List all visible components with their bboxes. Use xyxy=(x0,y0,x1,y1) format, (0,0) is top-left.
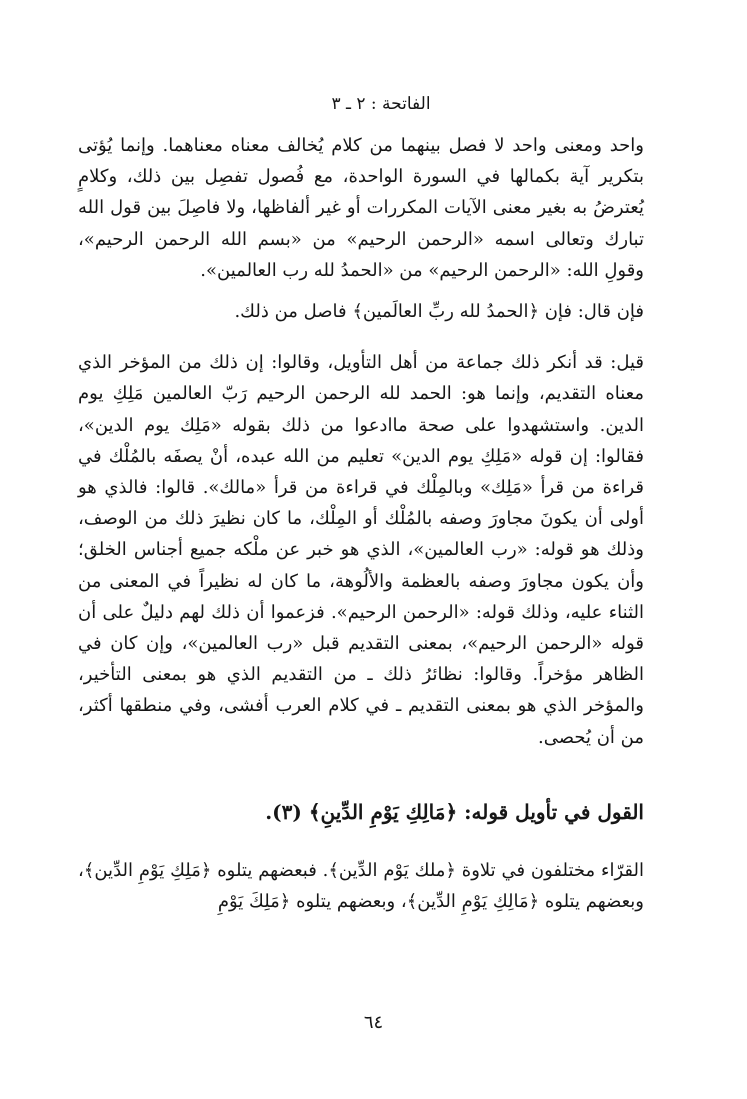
page-number: ٦٤ xyxy=(363,1012,384,1033)
paragraph-2: فإن قال: فإن ﴿الحمدُ لله ربِّ العالَمين﴾ فاصل من ذلك. xyxy=(234,301,644,323)
running-header: الفاتحة : ٢ ـ ٣ xyxy=(331,94,431,114)
paragraph-1: واحد ومعنى واحد لا فصل بينهما من كلام يُخالف معناه معناهما. وإنما يُؤتى بتكرير آية بكمالها في السورة الواحدة، مع فُصول تفصِل بين ذلك، وكلامٍ يُعترضُ به بغير معنى الآيات المكررات أو غير ألفاظها، ولا فاصِلَ بين قول الله تبارك وتعالى اسمه «الرحمن الرحيم» من «بسم الله الرحمن الرحيم»، وقولِ الله: «الرحمن الرحيم» من «الحمدُ لله رب العالمين». xyxy=(78,135,644,281)
book-page xyxy=(78,92,644,917)
paragraph-3: قيل: قد أنكر ذلك جماعة من أهل التأويل، وقالوا: إن ذلك من المؤخر الذي معناه التقديم، وإنما هو: الحمد لله الرحمن الرحيم رَبّ العالمين مَلِكِ يوم الدين. واستشهدوا على صحة ماادعوا من ذلك بقوله «مَلِك يوم الدين»، فقالوا: إن قوله «مَلِكِ يوم الدين» تعليم من الله عبده، أنْ يصفَه بالمُلْك في قراءة من قرأ «مَلِك» وبالمِلْك في قراءة من قرأ «مالك». قالوا: فالذي هو أولى أن يكونَ مجاورَ وصفه بالمُلْك أو المِلْك، ما كان نظيرَ ذلك من الوصف، وذلك هو قوله: «رب العالمين»، الذي هو خبر عن ملْكه جميع أجناس الخلق؛ وأن يكون مجاورَ وصفه بالعظمة والألُوهة، ما كان له نظيراً في المعنى من الثناء عليه، وذلك قوله: «الرحمن الرحيم». فزعموا أن ذلك لهم دليلٌ على أن قوله «الرحمن الرحيم»، بمعنى التقديم قبل «رب العالمين»، وإن كان في الظاهر مؤخراً. وقالوا: نظائرُ ذلك ـ من التقديم الذي هو بمعنى التأخير، والمؤخر الذي هو بمعنى التقديم ـ في كلام العرب أفشى، وفي منطقها أكثر، من أن يُحصى. xyxy=(78,352,644,748)
paragraph-4: القرّاء مختلفون في تلاوة ﴿ملك يَوْم الدِّين﴾. فبعضهم يتلوه ﴿مَلِكِ يَوْمِ الدِّين﴾، وبعضهم يتلوه ﴿مَالِكِ يَوْمِ الدِّين﴾، وبعضهم يتلوه ﴿مَلِكَ يَوْمِ xyxy=(78,859,644,913)
section-heading: القول في تأويل قوله: ﴿مَالِكِ يَوْمِ الدِّينِ﴾ (٣). xyxy=(265,799,644,824)
